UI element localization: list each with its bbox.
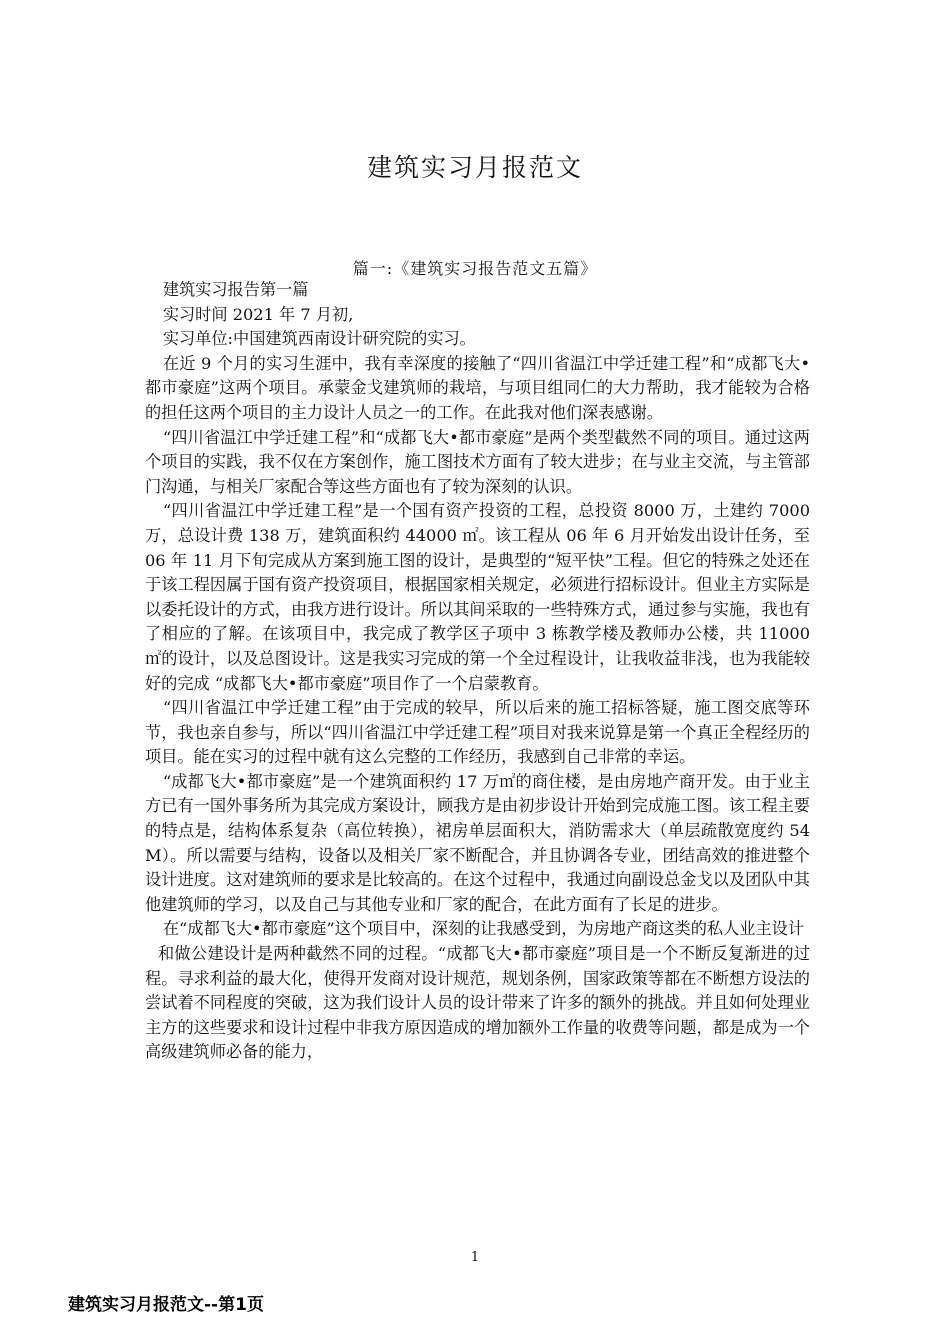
section-heading: 篇一:《建筑实习报告范文五篇》 [352, 259, 598, 278]
paragraph-internship-unit: 实习单位:中国建筑西南设计研究院的实习。 [162, 329, 476, 349]
paragraph: “成都飞大•都市豪庭”是一个建筑面积约 17 万㎡的商住楼，是由房地产商开发。由于业主方已有一国外事务所为其完成方案设计，顾我方是由初步设计开始到完成施工图。该工程主要的特点是，结构体系复杂（高位转换），裙房单层面积大，消防需求大（单层疏散宽度约 54M）。所以需要与结构，设备以及相关厂家不断配合，并且协调各专业，团结高效的推进整个设计进度。这对建筑师的要求是比较高的。在这个过程中，我通过向副设总金戈以及团队中其他建筑师的学习，以及自己与其他专业和厂家的配合，在此方面有了长足的进步。 [145, 771, 810, 914]
paragraph-report-title: 建筑实习报告第一篇 [162, 280, 309, 299]
paragraph-internship-time: 实习时间 2021 年 7 月初, [162, 304, 354, 324]
page-number: 1 [470, 1250, 480, 1265]
paragraph: 在“成都飞大•都市豪庭”这个项目中，深刻的让我感受到，为房地产商这类的私人业主设计 [162, 919, 805, 939]
paragraph: “四川省温江中学迁建工程”和“成都飞大•都市豪庭”是两个类型截然不同的项目。通过这两个项目的实践，我不仅在方案创作，施工图技术方面有了较大进步；在与业主交流，与主管部门沟通，与相关厂家配合等这些方面也有了较为深刻的认识。 [145, 427, 810, 496]
paragraph: “四川省温江中学迁建工程”是一个国有资产投资的工程，总投资 8000 万，土建约 7000 万，总设计费 138 万，建筑面积约 44000 ㎡。该工程从 06 年 6 月开始发出设计任务，至 06 年 11 月下旬完成从方案到施工图的设计，是典型的“短平快”工程。但它的特殊之处还在于该工程因属于国有资产投资项目，根据国家相关规定，必须进行招标设计。但业主方实际是以委托设计的方式，由我方进行设计。所以其间采取的一些特殊方式，通过参与实施，我也有了相应的了解。在该项目中，我完成了教学区子项中 3 栋教学楼及教师办公楼，共 11000 ㎡的设计，以及总图设计。这是我实习完成的第一个全过程设计，让我收益非浅，也为我能较好的完成 “成都飞大•都市豪庭”项目作了一个启蒙教育。 [145, 501, 810, 693]
paragraph: 在近 9 个月的实习生涯中，我有幸深度的接触了“四川省温江中学迁建工程”和“成都飞大•都市豪庭”这两个项目。承蒙金戈建筑师的栽培，与项目组同仁的大力帮助，我才能较为合格的担任这两个项目的主力设计人员之一的工作。在此我对他们深表感谢。 [145, 353, 810, 422]
page-title: 建筑实习月报范文 [366, 153, 583, 182]
paragraph: “四川省温江中学迁建工程”由于完成的较早，所以后来的施工招标答疑，施工图交底等环节，我也亲自参与，所以“四川省温江中学迁建工程”项目对我来说算是第一个真正全程经历的项目。能在实习的过程中就有这么完整的工作经历，我感到自己非常的幸运。 [145, 698, 810, 767]
paragraph: 和做公建设计是两种截然不同的过程。“成都飞大•都市豪庭”项目是一个不断反复渐进的过程。寻求利益的最大化，使得开发商对设计规范，规划条例，国家政策等都在不断想方设法的尝试着不同程度的突破，这为我们设计人员的设计带来了许多的额外的挑战。并且如何处理业主方的这些要求和设计过程中非我方原因造成的增加额外工作量的收费等问题，都是成为一个高级建筑师必备的能力， [145, 944, 810, 1062]
footer-label: 建筑实习月报范文--第1页 [68, 1295, 264, 1315]
document-body [145, 278, 810, 1065]
